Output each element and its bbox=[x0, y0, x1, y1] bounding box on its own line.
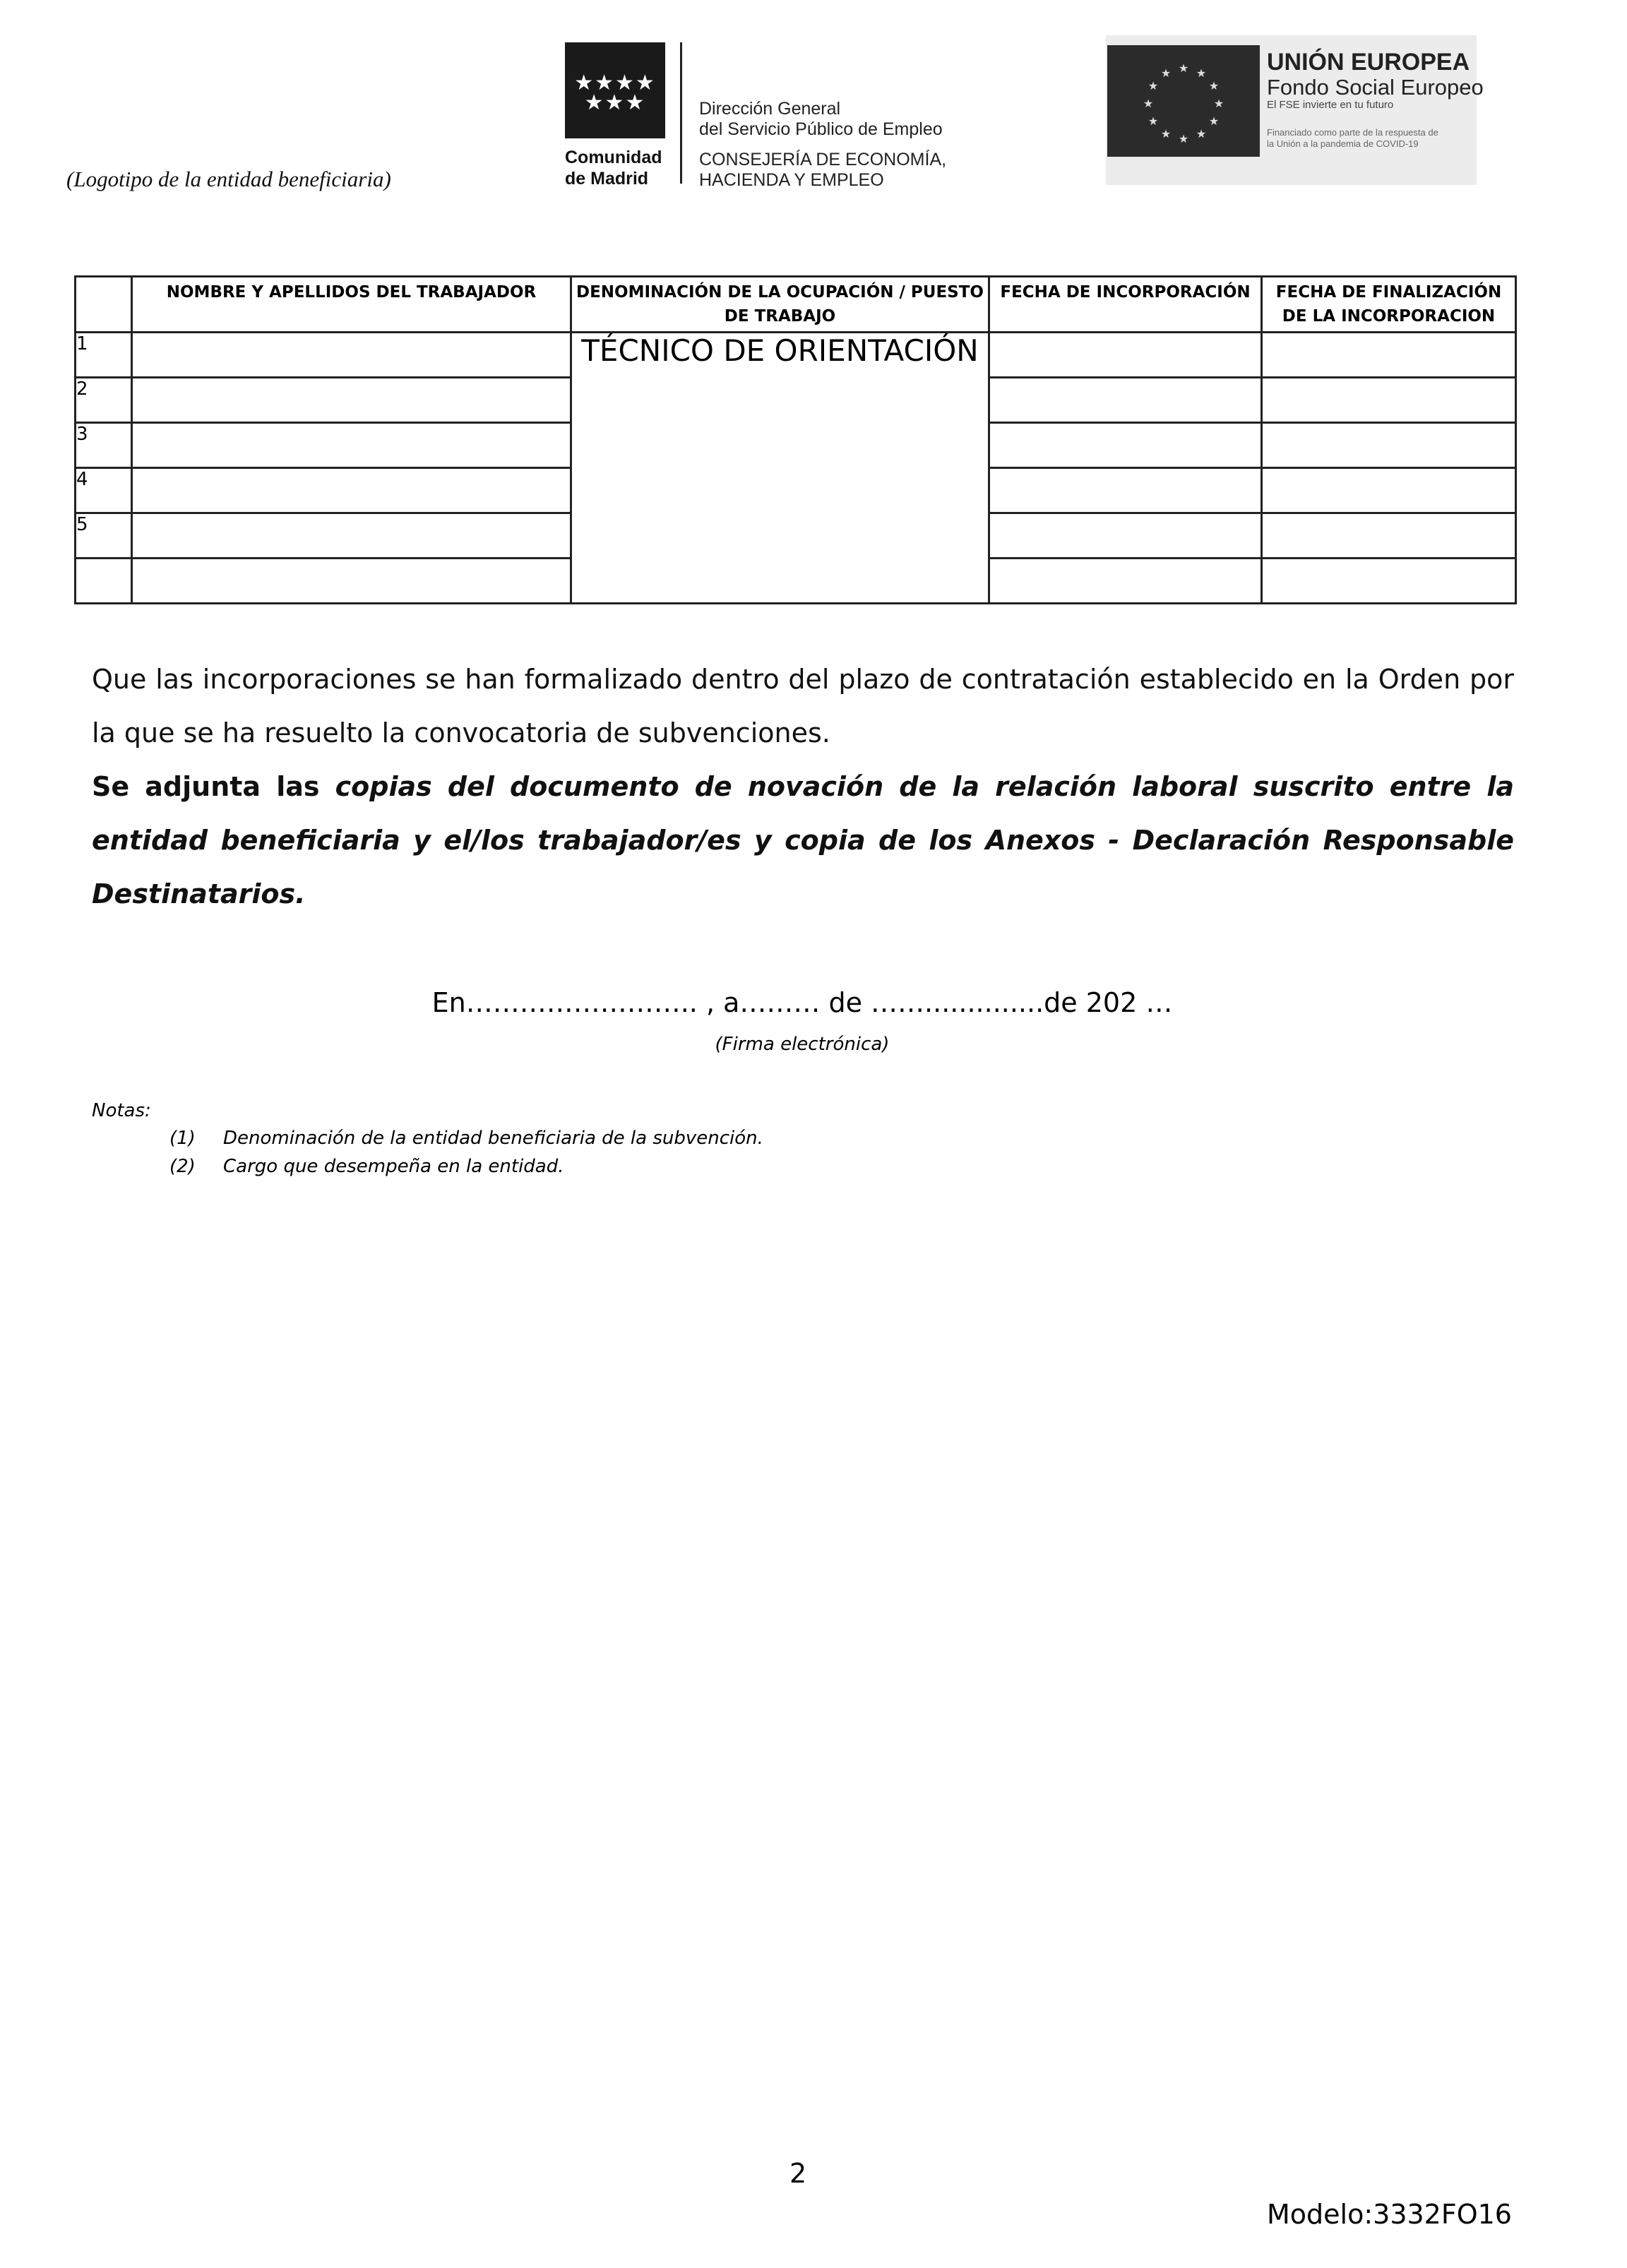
note-item bbox=[169, 1156, 564, 1177]
svg-text:★: ★ bbox=[1196, 127, 1207, 141]
madrid-stars-icon: ★★★★ ★★★ bbox=[574, 71, 656, 114]
place-date-line: En…………………….. , a……… de ……..............de 202 … bbox=[431, 987, 1173, 1018]
worker-name-cell[interactable] bbox=[132, 423, 571, 468]
end-date-cell[interactable] bbox=[1262, 378, 1516, 423]
workers-table bbox=[74, 275, 1517, 604]
eu-title: UNIÓN EUROPEA bbox=[1267, 49, 1470, 76]
note-number: (2) bbox=[169, 1156, 196, 1177]
cm-name-line1: Comunidad bbox=[565, 148, 662, 167]
worker-name-cell[interactable] bbox=[132, 333, 571, 378]
svg-text:★: ★ bbox=[1160, 127, 1172, 141]
eu-logo-text bbox=[1267, 48, 1484, 150]
svg-text:★: ★ bbox=[1160, 66, 1172, 80]
signature-label: (Firma electrónica) bbox=[715, 1034, 890, 1055]
note-text: Cargo que desempeña en la entidad. bbox=[223, 1156, 564, 1177]
start-date-cell[interactable] bbox=[989, 333, 1262, 378]
svg-text:★: ★ bbox=[1178, 132, 1189, 145]
row-number: 4 bbox=[76, 468, 132, 513]
row-number: 1 bbox=[76, 333, 132, 378]
header-name: NOMBRE Y APELLIDOS DEL TRABAJADOR bbox=[132, 277, 571, 333]
notes-title: Notas: bbox=[92, 1100, 151, 1121]
attachments-detail: copias del documento de novación de la relación laboral suscrito entre la entidad beneficiaria y el/los trabajador/es y copia de los Anexos - Declaración Responsable Destinatarios. bbox=[92, 771, 1514, 909]
svg-text:★: ★ bbox=[1143, 97, 1154, 110]
worker-name-cell[interactable] bbox=[132, 468, 571, 513]
svg-text:★: ★ bbox=[1178, 61, 1189, 75]
cm-logo-name bbox=[565, 147, 671, 189]
start-date-cell[interactable] bbox=[989, 468, 1262, 513]
header-start-date: FECHA DE INCORPORACIÓN bbox=[989, 277, 1262, 333]
eu-flag-icon bbox=[1107, 45, 1260, 157]
end-date-cell[interactable] bbox=[1262, 333, 1516, 378]
row-number bbox=[76, 559, 132, 604]
end-date-cell[interactable] bbox=[1262, 513, 1516, 559]
occupation-cell: TÉCNICO DE ORIENTACIÓN bbox=[571, 333, 989, 604]
model-code: Modelo:3332FO16 bbox=[1267, 2199, 1512, 2230]
header-number bbox=[76, 277, 132, 333]
start-date-cell[interactable] bbox=[989, 513, 1262, 559]
svg-text:★: ★ bbox=[1208, 114, 1220, 128]
worker-name-cell[interactable] bbox=[132, 513, 571, 559]
worker-name-cell[interactable] bbox=[132, 378, 571, 423]
table-row bbox=[76, 333, 1516, 378]
note-number: (1) bbox=[169, 1128, 196, 1149]
end-date-cell[interactable] bbox=[1262, 423, 1516, 468]
beneficiary-logo-note: (Logotipo de la entidad beneficiaria) bbox=[66, 167, 391, 191]
start-date-cell[interactable] bbox=[989, 423, 1262, 468]
attachments-lead: Se adjunta las bbox=[92, 771, 335, 802]
eu-logo bbox=[1106, 35, 1484, 185]
svg-text:★: ★ bbox=[1148, 114, 1159, 128]
svg-text:★: ★ bbox=[1148, 79, 1159, 92]
svg-text:★: ★ bbox=[1213, 97, 1224, 110]
cm-text-line2: del Servicio Público de Empleo bbox=[699, 119, 943, 139]
cm-name-line2: de Madrid bbox=[565, 169, 649, 189]
comunidad-madrid-logo bbox=[565, 42, 960, 191]
svg-text:★: ★ bbox=[1196, 66, 1207, 80]
body-text bbox=[92, 652, 1514, 921]
cm-text-line1: Dirección General bbox=[699, 99, 841, 119]
cm-text-line3: CONSEJERÍA DE ECONOMÍA, bbox=[699, 150, 947, 169]
cm-text-line4: HACIENDA Y EMPLEO bbox=[699, 170, 884, 190]
end-date-cell[interactable] bbox=[1262, 559, 1516, 604]
end-date-cell[interactable] bbox=[1262, 468, 1516, 513]
eu-subtitle: Fondo Social Europeo bbox=[1267, 75, 1484, 100]
svg-text:★: ★ bbox=[1208, 79, 1220, 92]
page-number: 2 bbox=[789, 2158, 807, 2189]
eu-tagline: El FSE invierte en tu futuro bbox=[1267, 99, 1394, 111]
header-occupation: DENOMINACIÓN DE LA OCUPACIÓN / PUESTO DE TRABAJO bbox=[571, 277, 989, 333]
paragraph-deadline: Que las incorporaciones se han formalizado dentro del plazo de contratación establecido en la Orden por la que se ha resuelto la convocatoria de subvenciones. bbox=[92, 664, 1514, 748]
start-date-cell[interactable] bbox=[989, 559, 1262, 604]
eu-fine-2: la Unión a la pandemia de COVID-19 bbox=[1267, 138, 1419, 149]
row-number: 5 bbox=[76, 513, 132, 559]
table-header-row bbox=[76, 277, 1516, 333]
note-item bbox=[169, 1128, 763, 1149]
madrid-flag-icon bbox=[565, 42, 665, 138]
paragraph-attachments bbox=[92, 760, 1514, 921]
start-date-cell[interactable] bbox=[989, 378, 1262, 423]
row-number: 2 bbox=[76, 378, 132, 423]
row-number: 3 bbox=[76, 423, 132, 468]
cm-logo-divider bbox=[680, 42, 682, 184]
eu-fine-1: Financiado como parte de la respuesta de bbox=[1267, 127, 1438, 138]
note-text: Denominación de la entidad beneficiaria de la subvención. bbox=[223, 1128, 763, 1149]
cm-logo-text bbox=[699, 99, 946, 191]
worker-name-cell[interactable] bbox=[132, 559, 571, 604]
header-end-date: FECHA DE FINALIZACIÓN DE LA INCORPORACION bbox=[1262, 277, 1516, 333]
